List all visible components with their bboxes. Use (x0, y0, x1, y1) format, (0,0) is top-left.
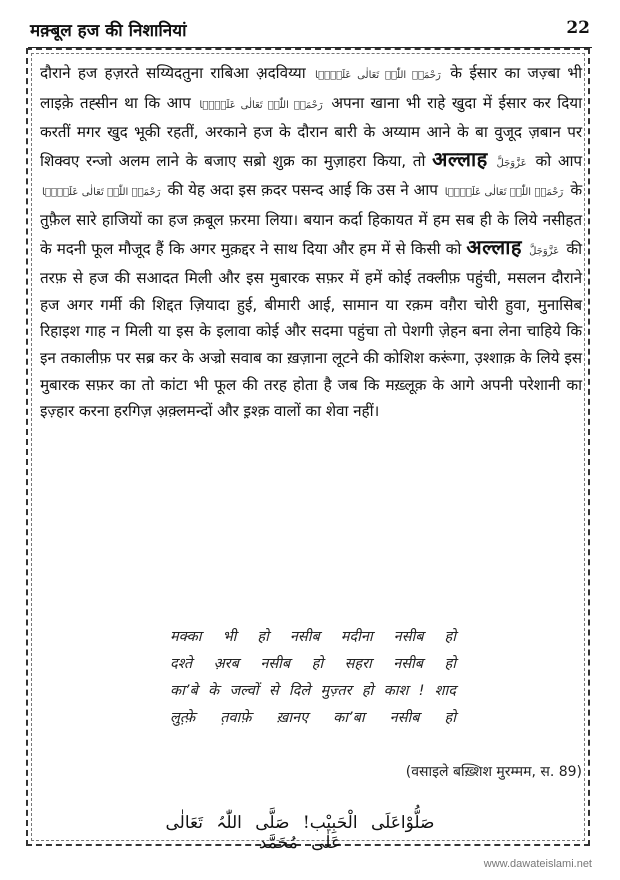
salutation-calligraphy (150, 812, 450, 853)
honorific-arabic: رَحْمَۃُ اللّٰہِ تَعَالٰی عَلَیۡہَا (444, 187, 564, 199)
salutation-call: صَلُّوْاعَلَی الْحَبِیْب! (302, 813, 435, 833)
page-header (28, 12, 592, 42)
website-url: www.dawateislami.net (483, 858, 592, 870)
honorific-arabic: عَزَّوَجَلَّ (496, 157, 527, 169)
honorific-arabic: عَزَّوَجَلَّ (529, 245, 560, 257)
allah-calligraphy: अल्लाह (432, 146, 488, 171)
main-paragraph (40, 60, 582, 425)
allah-calligraphy: अल्लाह (466, 234, 522, 259)
paragraph-text: अपना खाना भी राहे खुदा में ईसार कर दिया करतीं मगर खुद भूकी रहतीं, अरकाने हज के दौरान बारी के अय्याम आने के बा वुजूद ज़बान पर शिक्वए रन्जो अलम लाने के बजाए सब्रो शुक्र का मुज़ाहरा किया, तो (40, 93, 582, 170)
page-number: 22 (566, 18, 590, 38)
honorific-arabic: رَحْمَۃُ اللّٰہِ تَعَالٰی عَلَیۡہَا (199, 99, 323, 111)
paragraph-text: के ईसार का जज़्बा भी लाइके़ तह्सीन था कि आप (40, 64, 582, 112)
poem-stanza (170, 624, 456, 732)
honorific-arabic: رَحْمَۃُ اللّٰہِ تَعَالٰی عَلَیۡہَا (42, 187, 161, 199)
poem-line: मक्का भी हो नसीब मदीना नसीब हो (170, 629, 456, 645)
header-title: मक़्बूल हज की निशानियां (30, 21, 187, 41)
paragraph-text: के तुफ़ैल सारे हाजियों का हज क़बूल फ़रमा लिया। बयान कर्दा हिकायत में हम सब ही के लिये नसीहत के मदनी फूल मौजूद हैं कि अगर मुक़द्दर ने साथ दिया और हम में से किसी को (40, 181, 582, 258)
paragraph-text: को आप (535, 151, 582, 170)
honorific-arabic: رَحْمَۃُ اللّٰہِ تَعَالٰی عَلَیۡہَا (315, 70, 441, 81)
salutation-response: صَلَّی اللّٰہُ تَعَالٰی عَلٰی مُحَمَّد (165, 813, 342, 853)
paragraph-text: की तरफ़ से हज की सआदत मिली और इस मुबारक सफ़र में हमें कोई तक्लीफ़ पहुंची, मसलन दौराने हज अगर गर्मी की शिद्दत ज़ियादा हुई, बीमारी आई, सामान या रक़म वगै़रा चोरी हुवा, मुनासिब रिहाइश गाह न मिली या इस के इलावा कोई और सदमा पहुंचा तो पेशगी जे़हन बना लेना चाहिये कि इन तकालीफ़ पर सब्र कर के अज्रो सवाब का ख़ज़ाना लूटने की कोशिश करूंगा, उ़श्शाक़ के लिये इस मुबारक सफ़र का तो कांटा भी फूल की तरह होता है जब कि मख़्लूक़ के आगे अपनी परेशानी का इज़्हार करना हरगिज़ अ़क़्लमन्दों और इ़श्क़ वालों का शेवा नहीं। (40, 239, 582, 421)
poem-line: का’बे के जल्वों से दिले मुज़्तर हो काश ! शाद (170, 683, 456, 699)
poem-line: लुत़्फ़े त़वाफ़े ख़ानए का’बा नसीब हो (170, 710, 456, 726)
paragraph-text: दौराने हज हज़रते सय्यिदतुना राबिआ अ़दविय्या (40, 64, 306, 82)
poem-line: दश्ते अ़रब नसीब हो सहरा नसीब हो (170, 656, 456, 672)
paragraph-text: की येह अदा इस क़दर पसन्द आई कि उस ने आप (167, 181, 438, 200)
poem-citation: (वसाइले बख़्शिश मुरम्मम, स. 89) (405, 764, 582, 780)
